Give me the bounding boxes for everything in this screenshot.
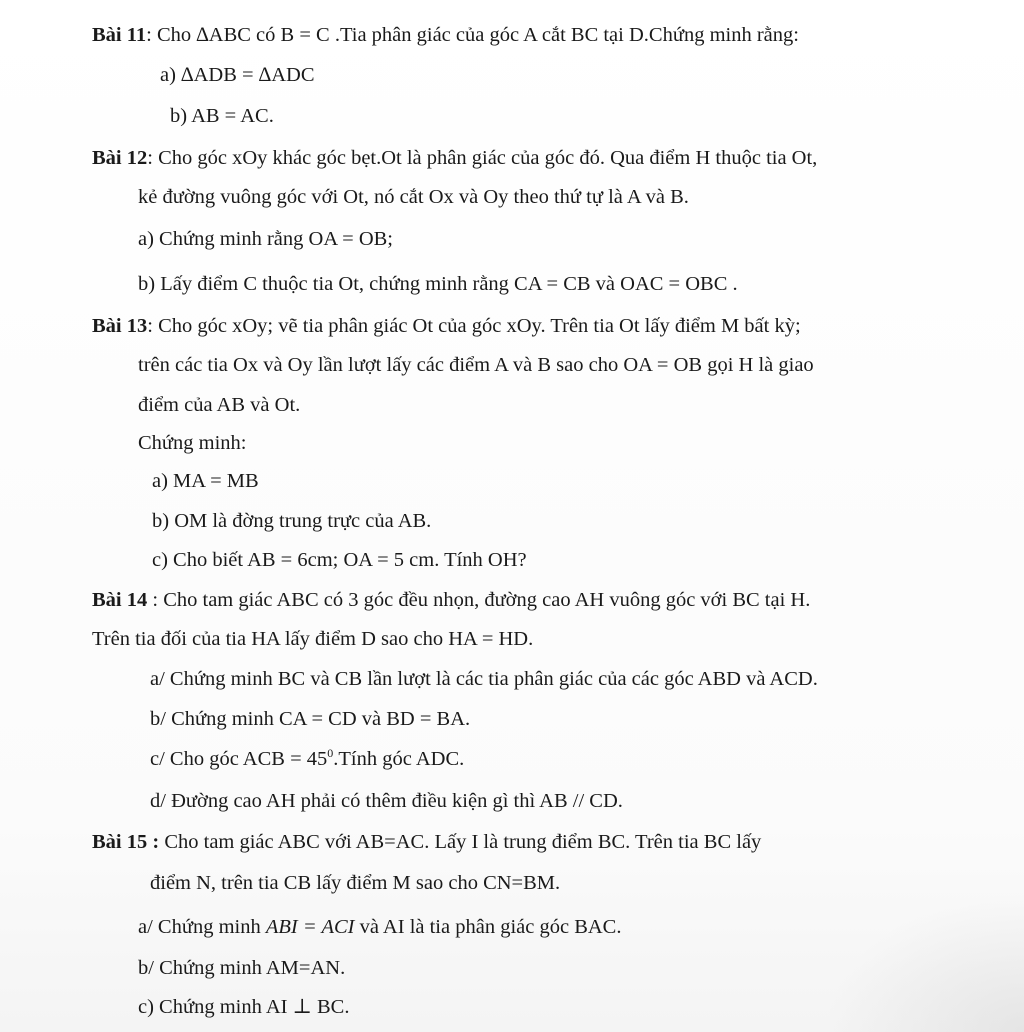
problem-15-part-c: c) Chứng minh AI ⊥ BC. [138,996,350,1018]
problem-14-title: Bài 14 [92,589,148,611]
problem-13-intro-line-3: điểm của AB và Ot. [138,394,301,416]
problem-12-intro-line-2: kẻ đường vuông góc với Ot, nó cắt Ox và Oy theo thứ tự là A và B. [138,186,689,208]
problem-14-part-c [150,746,464,772]
problem-11-intro: : Cho ∆ABC có B = C .Tia phân giác của góc A cắt BC tại D.Chứng minh rằng: [146,24,799,46]
problem-12-heading [92,145,817,171]
problem-13-part-c: c) Cho biết AB = 6cm; OA = 5 cm. Tính OH? [152,549,527,571]
problem-14-part-d: d/ Đường cao AH phải có thêm điều kiện gì thì AB // CD. [150,790,623,812]
problem-14-part-c-text: c/ Cho góc ACB = 45 [150,748,328,770]
problem-14-part-b: b/ Chứng minh CA = CD và BD = BA. [150,708,471,730]
problem-14-heading [92,587,810,613]
problem-14-part-a: a/ Chứng minh BC và CB lần lượt là các tia phân giác của các góc ABD và ACD. [150,668,818,690]
problem-15-part-b: b/ Chứng minh AM=AN. [138,957,346,979]
problem-14-intro-line-2: Trên tia đối của tia HA lấy điểm D sao cho HA = HD. [92,628,534,650]
problem-14-intro: : Cho tam giác ABC có 3 góc đều nhọn, đường cao AH vuông góc với BC tại H. [147,589,811,611]
problem-15-part-a-tail: và AI là tia phân giác góc BAC. [354,916,622,938]
problem-15-part-a-text: a/ Chứng minh [138,916,266,938]
problem-15-part-a-math: ABI = ACI [265,916,355,938]
problem-15-intro-line-2: điểm N, trên tia CB lấy điểm M sao cho CN=BM. [150,872,561,894]
problem-13-title: Bài 13 [92,315,148,337]
problem-13-prove-label: Chứng minh: [138,432,247,454]
problem-11-part-b: b) AB = AC. [170,105,274,127]
problem-15-title: Bài 15 : [92,831,160,853]
problem-11-title: Bài 11 [92,24,147,46]
problem-13-heading [92,313,801,339]
problem-15-part-a [138,914,621,940]
problem-12-part-b: b) Lấy điểm C thuộc tia Ot, chứng minh rằng CA = CB và OAC = OBC . [138,273,738,295]
problem-12-intro: : Cho góc xOy khác góc bẹt.Ot là phân giác của góc đó. Qua điểm H thuộc tia Ot, [147,147,818,169]
degree-superscript: 0 [327,746,334,760]
page-curl-shadow [824,892,1024,1032]
problem-11-part-a: a) ∆ADB = ∆ADC [160,64,315,86]
problem-13-part-a: a) MA = MB [152,470,259,492]
problem-14-part-c-tail: .Tính góc ADC. [333,748,465,770]
problem-12-title: Bài 12 [92,147,148,169]
problem-15-intro: Cho tam giác ABC với AB=AC. Lấy I là trung điểm BC. Trên tia BC lấy [159,831,762,853]
problem-11-heading [92,22,799,48]
problem-15-heading [92,829,761,855]
problem-13-intro: : Cho góc xOy; vẽ tia phân giác Ot của góc xOy. Trên tia Ot lấy điểm M bất kỳ; [147,315,801,337]
problem-13-part-b: b) OM là đờng trung trực của AB. [152,510,432,532]
problem-12-part-a: a) Chứng minh rằng OA = OB; [138,228,393,250]
problem-13-intro-line-2: trên các tia Ox và Oy lần lượt lấy các điểm A và B sao cho OA = OB gọi H là giao [138,354,814,376]
